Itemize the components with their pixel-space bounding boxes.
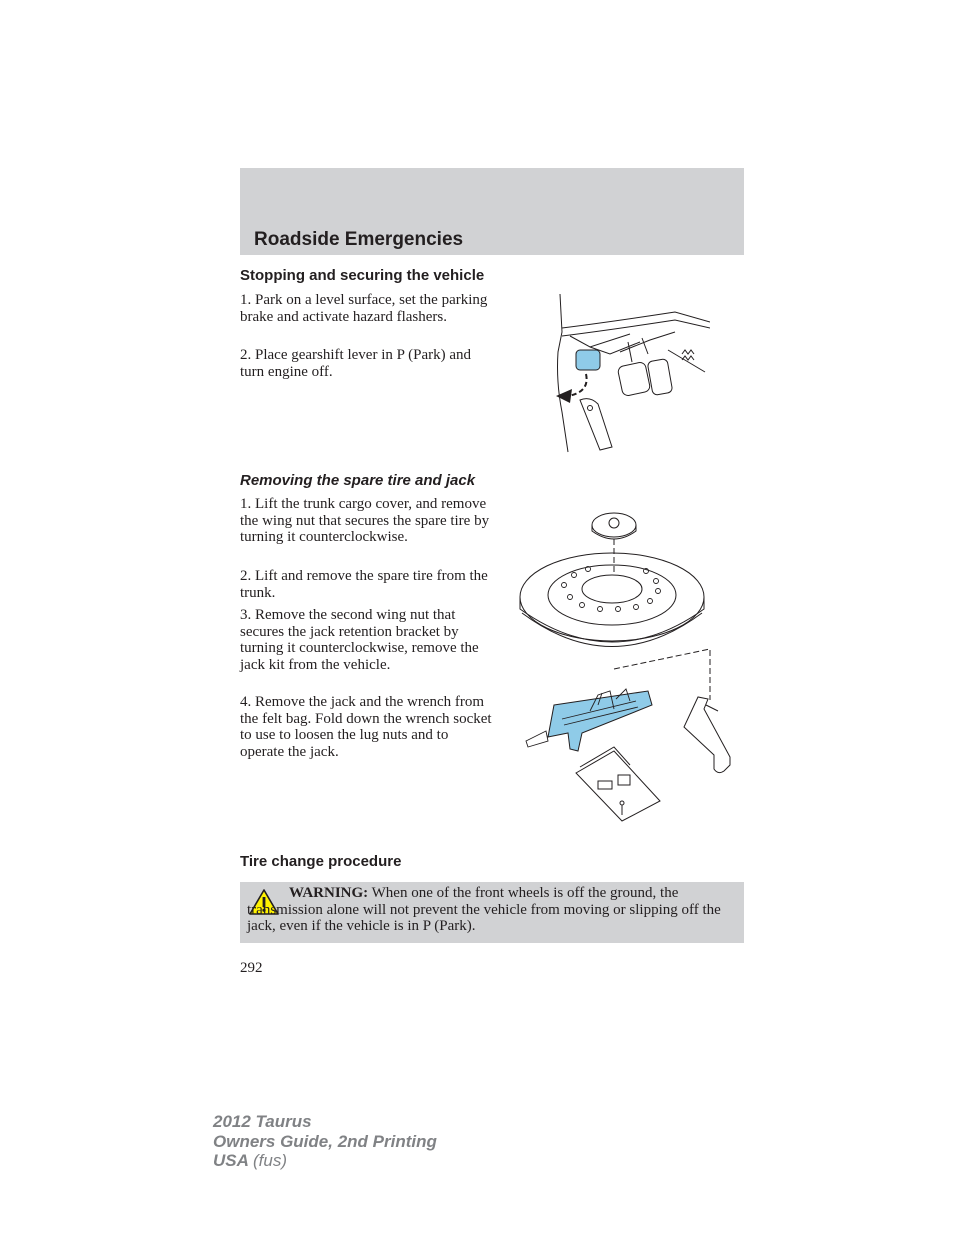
footer-line-model: 2012 Taurus: [213, 1112, 312, 1131]
gearshift-pedal-illustration: [550, 292, 710, 456]
warning-text: [247, 885, 737, 935]
spare-tire-jack-illustration: [518, 505, 744, 825]
step-remove-spare: 2. Lift and remove the spare tire from the trunk.: [240, 568, 488, 601]
heading-tire-change: Tire change procedure: [240, 853, 402, 870]
heading-removing-spare: Removing the spare tire and jack: [240, 472, 476, 489]
step-gearshift-park: 2. Place gearshift lever in P (Park) and turn engine off.: [240, 347, 472, 380]
step-remove-wing-nut: 3. Remove the second wing nut that secures the jack retention bracket by turning it counterclockwise, remove the jack kit from the vehicle.: [240, 607, 479, 673]
step-remove-jack-wrench: 4. Remove the jack and the wrench from the felt bag. Fold down the wrench socket to use to loosen the lug nuts and to operate the jack.: [240, 694, 492, 760]
footer-line-market: [213, 1151, 437, 1171]
section-header-band: [240, 168, 744, 255]
footer-publication-info: [213, 1112, 437, 1171]
heading-stopping-securing: Stopping and securing the vehicle: [240, 267, 485, 284]
footer-market: USA: [213, 1151, 249, 1170]
warning-label: WARNING:: [289, 885, 369, 901]
warning-body: When one of the front wheels is off the ground, the transmission alone will not prevent the vehicle from moving or slipping off the jack, even if the vehicle is in P (Park).: [247, 885, 721, 934]
step-lift-cargo-cover: 1. Lift the trunk cargo cover, and remove the wing nut that secures the spare tire by turning it counterclockwise.: [240, 496, 490, 545]
footer-market-code: (fus): [253, 1151, 287, 1170]
section-title: Roadside Emergencies: [254, 229, 464, 250]
warning-box: [240, 882, 744, 943]
page-number: 292: [240, 960, 263, 976]
step-park-level: 1. Park on a level surface, set the parking brake and activate hazard flashers.: [240, 292, 488, 325]
footer-line-guide: Owners Guide, 2nd Printing: [213, 1131, 437, 1151]
